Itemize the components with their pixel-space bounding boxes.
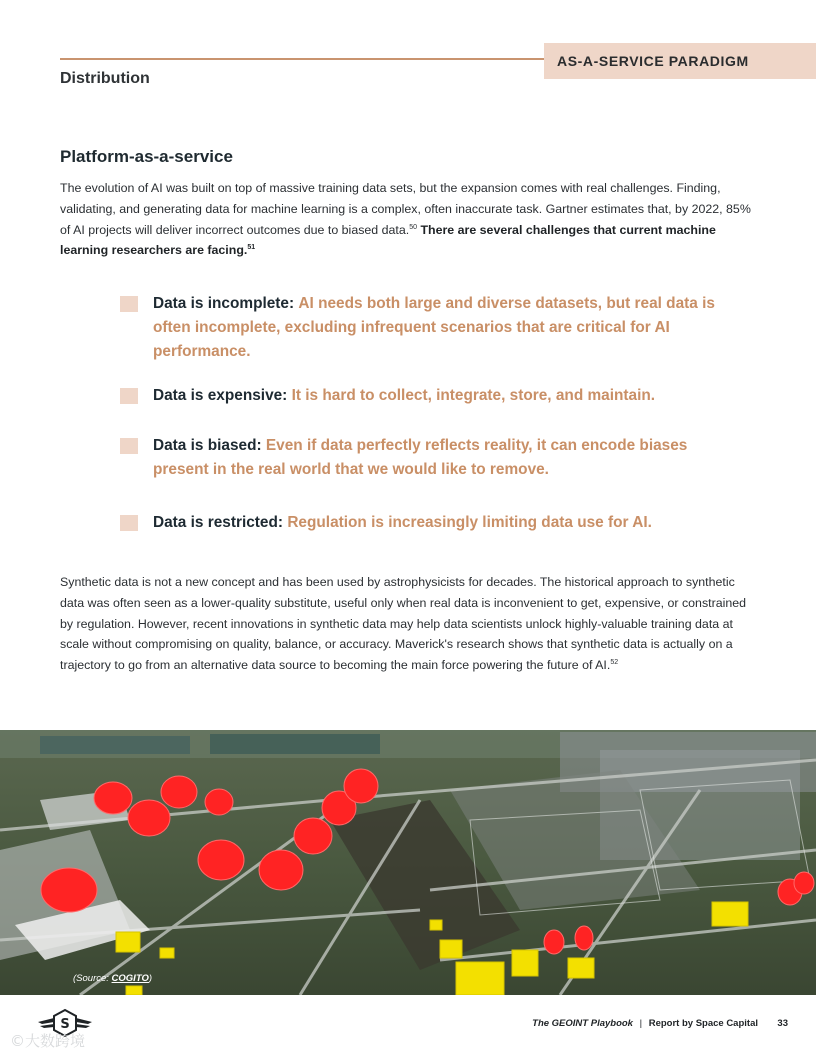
section-label: Distribution xyxy=(60,70,150,87)
svg-text:S: S xyxy=(60,1017,70,1032)
intro-emphasis: There are several challenges that current machine learning researchers are facing. xyxy=(60,222,716,258)
source-link[interactable]: COGITO xyxy=(111,973,149,984)
page-number: 33 xyxy=(777,1018,788,1029)
section-tag: AS-A-SERVICE PARADIGM xyxy=(544,43,816,79)
publication-title: The GEOINT Playbook xyxy=(532,1018,633,1029)
figure-source xyxy=(73,973,152,984)
challenge-list xyxy=(120,292,740,535)
footer-credit xyxy=(532,1018,758,1029)
square-bullet-icon xyxy=(120,388,138,404)
challenge-detail: Regulation is increasingly limiting data use for AI. xyxy=(287,514,652,531)
closing-paragraph xyxy=(60,572,760,676)
intro-paragraph xyxy=(60,178,760,261)
challenge-lead: Data is incomplete: xyxy=(153,295,295,312)
footnote-ref: 50 xyxy=(409,223,417,231)
challenge-item-expensive xyxy=(120,384,740,408)
footnote-ref: 51 xyxy=(247,244,256,252)
challenge-lead: Data is expensive: xyxy=(153,387,288,404)
challenge-detail: It is hard to collect, integrate, store, and maintain. xyxy=(291,387,656,404)
article-heading: Platform-as-a-service xyxy=(60,147,233,166)
challenge-item-biased xyxy=(120,434,740,482)
challenge-item-restricted xyxy=(120,511,740,535)
footnote-ref: 52 xyxy=(610,659,619,667)
watermark: ©大数跨境 xyxy=(10,1032,86,1050)
square-bullet-icon xyxy=(120,296,138,312)
closing-text: Synthetic data is not a new concept and has been used by astrophysicists for decades. The historical approach to synthetic data was often seen as a lower-quality substitute, useful only when real data is inconvenient to get, expensive, or constrained by regulation. However, recent innovations in synthetic data may help data scientists unlock highly-valuable training data at scale without compromising on quality, balance, or accuracy. Maverick's research shows that synthetic data is actually on a trajectory to go from an alternative data source to becoming the main force powering the future of AI. xyxy=(60,575,747,673)
footer-separator: | xyxy=(639,1018,643,1029)
source-suffix: ) xyxy=(148,973,153,984)
intro-text: The evolution of AI was built on top of massive training data sets, but the expansion comes with real challenges. Finding, validating, and generating data for machine learning is a complex, often inaccurate task. Gartner estimates that, by 2022, 85% of AI projects will deliver incorrect outcomes due to biased data. xyxy=(60,181,751,237)
challenge-lead: Data is biased: xyxy=(153,437,262,454)
challenge-detail: Even if data perfectly reflects reality, it can encode biases present in the real world that we would like to remove. xyxy=(153,437,688,478)
square-bullet-icon xyxy=(120,515,138,531)
source-prefix: (Source: xyxy=(73,973,112,984)
challenge-item-incomplete xyxy=(120,292,740,364)
header-rule xyxy=(60,58,546,60)
square-bullet-icon xyxy=(120,438,138,454)
photo-illustration xyxy=(0,730,816,995)
aerial-industrial-photo xyxy=(0,730,816,995)
challenge-lead: Data is restricted: xyxy=(153,514,284,531)
report-credit: Report by Space Capital xyxy=(648,1018,758,1029)
challenge-detail: AI needs both large and diverse datasets, but real data is often incomplete, excluding infrequent scenarios that are critical for AI performance. xyxy=(153,295,715,360)
